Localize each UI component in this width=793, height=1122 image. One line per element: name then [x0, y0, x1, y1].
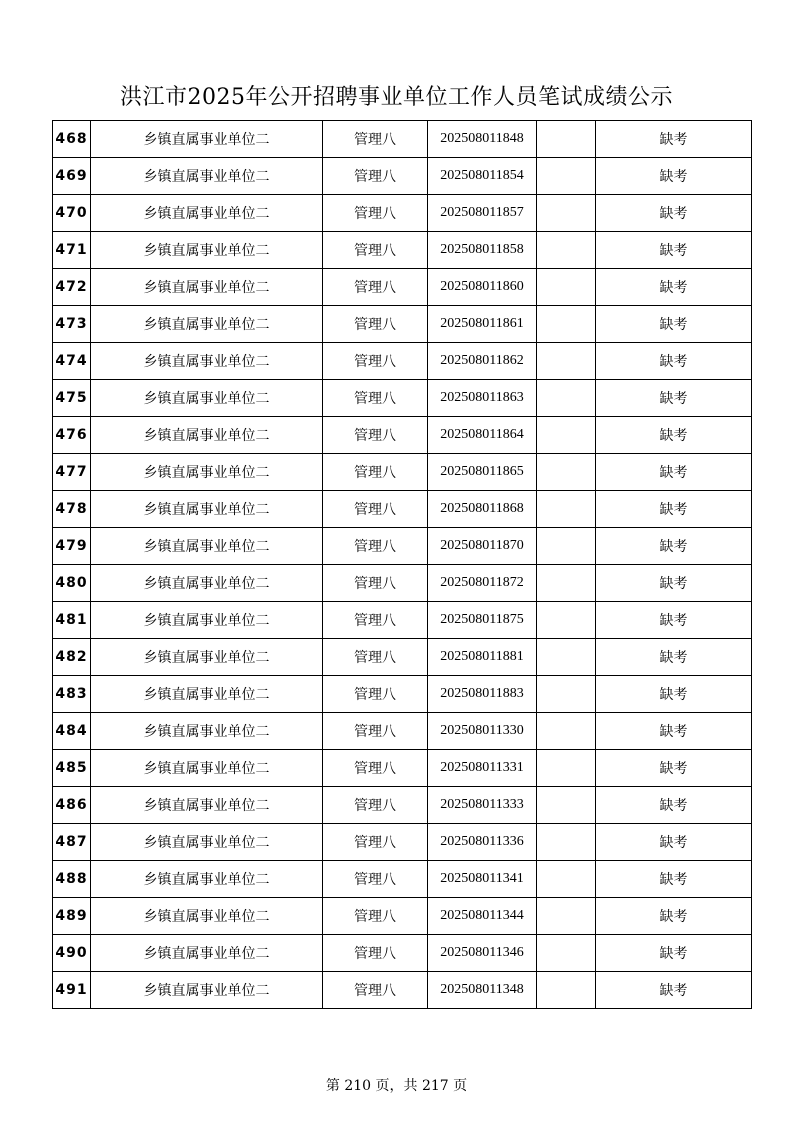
row-ticket-cell: 202508011875 — [428, 602, 537, 639]
row-unit-cell: 乡镇直属事业单位二 — [91, 935, 323, 972]
row-remark-cell: 缺考 — [596, 158, 752, 195]
row-post-cell: 管理八 — [323, 565, 428, 602]
row-unit-cell: 乡镇直属事业单位二 — [91, 861, 323, 898]
row-score-cell — [537, 639, 596, 676]
row-post-cell: 管理八 — [323, 454, 428, 491]
row-unit-cell: 乡镇直属事业单位二 — [91, 491, 323, 528]
row-seq-cell: 469 — [53, 158, 91, 195]
table-row — [53, 676, 752, 713]
row-ticket-cell: 202508011883 — [428, 676, 537, 713]
row-seq-cell: 477 — [53, 454, 91, 491]
table-row — [53, 232, 752, 269]
row-unit-cell: 乡镇直属事业单位二 — [91, 824, 323, 861]
row-post-cell: 管理八 — [323, 343, 428, 380]
row-remark-cell: 缺考 — [596, 972, 752, 1009]
row-remark-cell: 缺考 — [596, 195, 752, 232]
row-remark-cell: 缺考 — [596, 639, 752, 676]
row-unit-cell: 乡镇直属事业单位二 — [91, 639, 323, 676]
row-post-cell: 管理八 — [323, 639, 428, 676]
table-row — [53, 935, 752, 972]
row-score-cell — [537, 306, 596, 343]
row-seq-cell: 470 — [53, 195, 91, 232]
row-ticket-cell: 202508011854 — [428, 158, 537, 195]
row-remark-cell: 缺考 — [596, 269, 752, 306]
row-seq-cell: 474 — [53, 343, 91, 380]
row-score-cell — [537, 417, 596, 454]
row-remark-cell: 缺考 — [596, 676, 752, 713]
row-seq-cell: 491 — [53, 972, 91, 1009]
table-row — [53, 528, 752, 565]
row-post-cell: 管理八 — [323, 195, 428, 232]
row-ticket-cell: 202508011881 — [428, 639, 537, 676]
row-seq-cell: 489 — [53, 898, 91, 935]
row-score-cell — [537, 528, 596, 565]
row-unit-cell: 乡镇直属事业单位二 — [91, 713, 323, 750]
row-post-cell: 管理八 — [323, 491, 428, 528]
table-row — [53, 787, 752, 824]
row-score-cell — [537, 898, 596, 935]
row-seq-cell: 475 — [53, 380, 91, 417]
row-ticket-cell: 202508011330 — [428, 713, 537, 750]
row-remark-cell: 缺考 — [596, 306, 752, 343]
row-ticket-cell: 202508011868 — [428, 491, 537, 528]
row-score-cell — [537, 935, 596, 972]
row-ticket-cell: 202508011346 — [428, 935, 537, 972]
row-remark-cell: 缺考 — [596, 491, 752, 528]
table-row — [53, 639, 752, 676]
row-score-cell — [537, 824, 596, 861]
table-row — [53, 269, 752, 306]
row-unit-cell: 乡镇直属事业单位二 — [91, 195, 323, 232]
row-score-cell — [537, 972, 596, 1009]
table-body — [53, 121, 752, 1009]
row-seq-cell: 480 — [53, 565, 91, 602]
table-row — [53, 861, 752, 898]
row-post-cell: 管理八 — [323, 121, 428, 158]
row-unit-cell: 乡镇直属事业单位二 — [91, 528, 323, 565]
row-unit-cell: 乡镇直属事业单位二 — [91, 787, 323, 824]
row-score-cell — [537, 861, 596, 898]
row-score-cell — [537, 787, 596, 824]
row-unit-cell: 乡镇直属事业单位二 — [91, 454, 323, 491]
page-title: 洪江市2025年公开招聘事业单位工作人员笔试成绩公示 — [120, 85, 673, 110]
row-unit-cell: 乡镇直属事业单位二 — [91, 306, 323, 343]
row-post-cell: 管理八 — [323, 861, 428, 898]
row-seq-cell: 483 — [53, 676, 91, 713]
row-score-cell — [537, 195, 596, 232]
row-post-cell: 管理八 — [323, 898, 428, 935]
row-remark-cell: 缺考 — [596, 602, 752, 639]
row-seq-cell: 476 — [53, 417, 91, 454]
row-score-cell — [537, 750, 596, 787]
row-remark-cell: 缺考 — [596, 528, 752, 565]
row-unit-cell: 乡镇直属事业单位二 — [91, 158, 323, 195]
row-ticket-cell: 202508011341 — [428, 861, 537, 898]
row-ticket-cell: 202508011331 — [428, 750, 537, 787]
row-seq-cell: 479 — [53, 528, 91, 565]
row-score-cell — [537, 602, 596, 639]
row-ticket-cell: 202508011848 — [428, 121, 537, 158]
row-ticket-cell: 202508011344 — [428, 898, 537, 935]
row-ticket-cell: 202508011865 — [428, 454, 537, 491]
row-score-cell — [537, 676, 596, 713]
row-score-cell — [537, 343, 596, 380]
row-unit-cell: 乡镇直属事业单位二 — [91, 121, 323, 158]
row-ticket-cell: 202508011862 — [428, 343, 537, 380]
row-score-cell — [537, 158, 596, 195]
row-post-cell: 管理八 — [323, 602, 428, 639]
row-remark-cell: 缺考 — [596, 121, 752, 158]
row-post-cell: 管理八 — [323, 713, 428, 750]
row-unit-cell: 乡镇直属事业单位二 — [91, 232, 323, 269]
table-row — [53, 454, 752, 491]
row-unit-cell: 乡镇直属事业单位二 — [91, 565, 323, 602]
row-score-cell — [537, 232, 596, 269]
row-seq-cell: 490 — [53, 935, 91, 972]
row-post-cell: 管理八 — [323, 676, 428, 713]
row-post-cell: 管理八 — [323, 528, 428, 565]
table-row — [53, 306, 752, 343]
row-ticket-cell: 202508011864 — [428, 417, 537, 454]
row-remark-cell: 缺考 — [596, 935, 752, 972]
row-score-cell — [537, 491, 596, 528]
row-remark-cell: 缺考 — [596, 417, 752, 454]
row-seq-cell: 482 — [53, 639, 91, 676]
row-post-cell: 管理八 — [323, 269, 428, 306]
table-row — [53, 158, 752, 195]
row-remark-cell: 缺考 — [596, 713, 752, 750]
row-unit-cell: 乡镇直属事业单位二 — [91, 676, 323, 713]
table-row — [53, 602, 752, 639]
row-remark-cell: 缺考 — [596, 565, 752, 602]
row-seq-cell: 484 — [53, 713, 91, 750]
row-unit-cell: 乡镇直属事业单位二 — [91, 972, 323, 1009]
row-seq-cell: 488 — [53, 861, 91, 898]
row-ticket-cell: 202508011872 — [428, 565, 537, 602]
row-post-cell: 管理八 — [323, 417, 428, 454]
row-remark-cell: 缺考 — [596, 787, 752, 824]
table-row — [53, 972, 752, 1009]
score-table — [52, 120, 752, 1009]
row-post-cell: 管理八 — [323, 824, 428, 861]
row-post-cell: 管理八 — [323, 232, 428, 269]
row-ticket-cell: 202508011870 — [428, 528, 537, 565]
row-post-cell: 管理八 — [323, 935, 428, 972]
table-row — [53, 195, 752, 232]
row-ticket-cell: 202508011336 — [428, 824, 537, 861]
row-ticket-cell: 202508011348 — [428, 972, 537, 1009]
row-post-cell: 管理八 — [323, 787, 428, 824]
row-post-cell: 管理八 — [323, 380, 428, 417]
row-ticket-cell: 202508011860 — [428, 269, 537, 306]
table-row — [53, 343, 752, 380]
row-seq-cell: 486 — [53, 787, 91, 824]
row-ticket-cell: 202508011333 — [428, 787, 537, 824]
row-post-cell: 管理八 — [323, 750, 428, 787]
row-score-cell — [537, 380, 596, 417]
row-score-cell — [537, 565, 596, 602]
row-ticket-cell: 202508011863 — [428, 380, 537, 417]
table-row — [53, 417, 752, 454]
row-seq-cell: 473 — [53, 306, 91, 343]
table-row — [53, 750, 752, 787]
page-footer: 第 210 页，共 217 页 — [325, 1078, 468, 1094]
row-remark-cell: 缺考 — [596, 750, 752, 787]
table-row — [53, 898, 752, 935]
table-row — [53, 380, 752, 417]
table-row — [53, 565, 752, 602]
row-remark-cell: 缺考 — [596, 380, 752, 417]
row-unit-cell: 乡镇直属事业单位二 — [91, 343, 323, 380]
table-row — [53, 824, 752, 861]
row-post-cell: 管理八 — [323, 306, 428, 343]
row-seq-cell: 471 — [53, 232, 91, 269]
row-unit-cell: 乡镇直属事业单位二 — [91, 602, 323, 639]
row-seq-cell: 478 — [53, 491, 91, 528]
row-ticket-cell: 202508011857 — [428, 195, 537, 232]
row-score-cell — [537, 713, 596, 750]
row-score-cell — [537, 454, 596, 491]
row-remark-cell: 缺考 — [596, 898, 752, 935]
row-unit-cell: 乡镇直属事业单位二 — [91, 380, 323, 417]
row-seq-cell: 468 — [53, 121, 91, 158]
table-row — [53, 713, 752, 750]
row-remark-cell: 缺考 — [596, 861, 752, 898]
row-post-cell: 管理八 — [323, 158, 428, 195]
row-remark-cell: 缺考 — [596, 454, 752, 491]
table-row — [53, 491, 752, 528]
row-seq-cell: 487 — [53, 824, 91, 861]
row-unit-cell: 乡镇直属事业单位二 — [91, 417, 323, 454]
row-score-cell — [537, 121, 596, 158]
row-unit-cell: 乡镇直属事业单位二 — [91, 750, 323, 787]
row-unit-cell: 乡镇直属事业单位二 — [91, 898, 323, 935]
row-remark-cell: 缺考 — [596, 343, 752, 380]
row-seq-cell: 472 — [53, 269, 91, 306]
row-seq-cell: 481 — [53, 602, 91, 639]
table-row — [53, 121, 752, 158]
row-remark-cell: 缺考 — [596, 232, 752, 269]
row-score-cell — [537, 269, 596, 306]
row-unit-cell: 乡镇直属事业单位二 — [91, 269, 323, 306]
row-seq-cell: 485 — [53, 750, 91, 787]
row-ticket-cell: 202508011861 — [428, 306, 537, 343]
row-ticket-cell: 202508011858 — [428, 232, 537, 269]
row-post-cell: 管理八 — [323, 972, 428, 1009]
row-remark-cell: 缺考 — [596, 824, 752, 861]
